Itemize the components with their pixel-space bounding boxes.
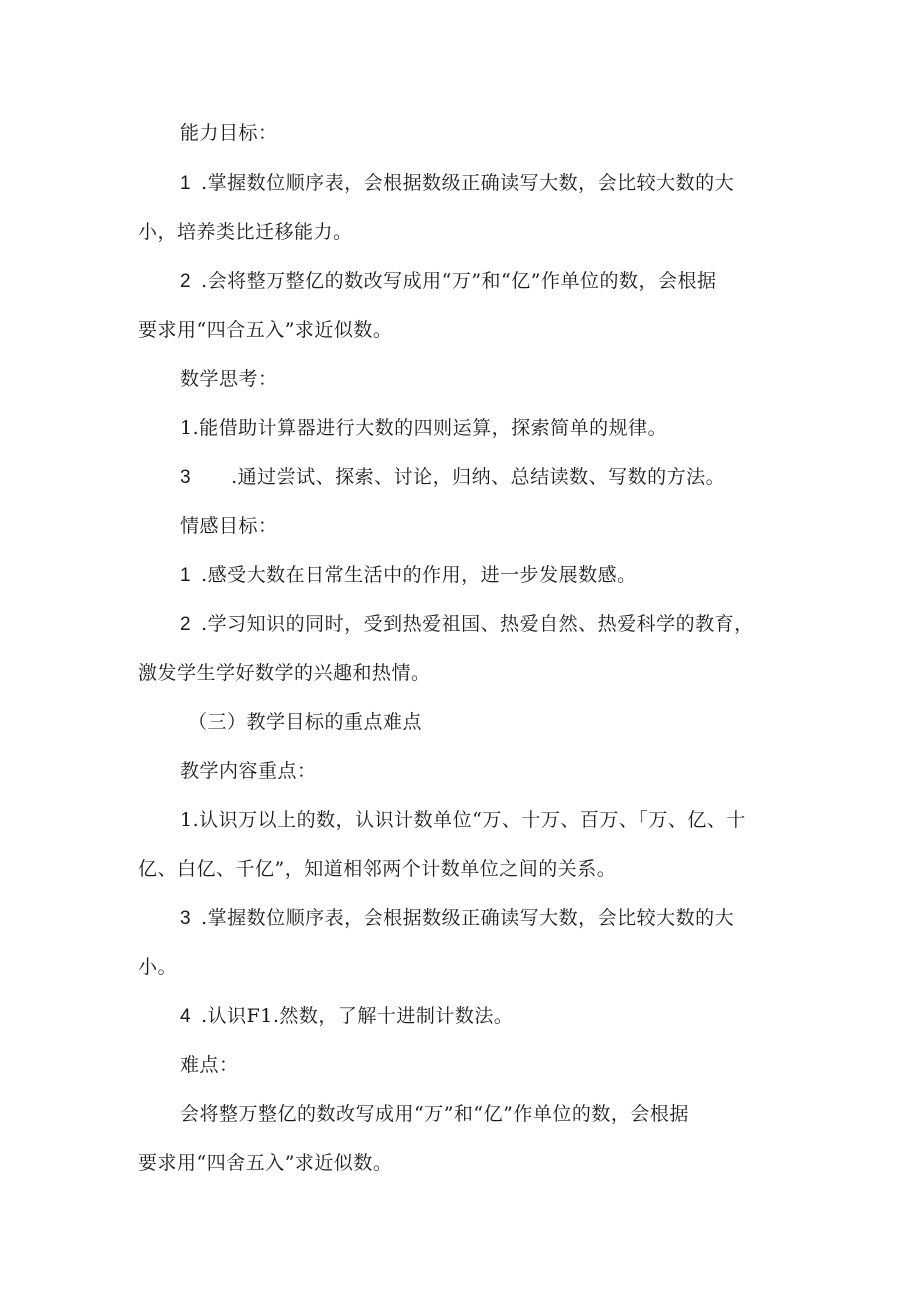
key-points-heading: 教学内容重点： — [180, 760, 317, 782]
ability-item-2-continued: 要求用“四合五入”求近似数。 — [138, 319, 393, 341]
key-item-4 — [180, 1004, 513, 1029]
list-number: 2 — [180, 614, 192, 635]
list-number: 3 — [180, 467, 192, 488]
key-item-1: 1.认识万以上的数，认识计数单位“万、十万、百万、「万、亿、十 — [180, 809, 746, 831]
list-number: 1 — [180, 173, 192, 194]
emotion-item-2 — [180, 612, 754, 637]
difficulty-text: 会将整万整亿的数改写成用“万”和“亿”作单位的数，会根据 — [180, 1103, 689, 1125]
list-number: 3 — [180, 908, 192, 929]
key-item-3 — [180, 906, 734, 931]
difficulty-heading: 难点： — [180, 1054, 239, 1076]
emotion-heading: 情感目标： — [180, 515, 278, 537]
thinking-item-3 — [180, 465, 725, 490]
emotion-item-2-continued: 激发学生学好数学的兴趣和热情。 — [138, 662, 431, 684]
thinking-item-1: 1.能借助计算器进行大数的四则运算，探索简单的规律。 — [180, 417, 668, 439]
list-text: .会将整万整亿的数改写成用“万”和“亿”作单位的数，会根据 — [201, 270, 717, 292]
list-text: .掌握数位顺序表，会根据数级正确读写大数，会比较大数的大 — [201, 907, 735, 929]
list-text: .感受大数在日常生活中的作用，进一步发展数感。 — [201, 564, 637, 586]
key-item-1-continued: 亿、白亿、千亿”，知道相邻两个计数单位之间的关系。 — [138, 858, 617, 880]
emotion-item-1 — [180, 563, 637, 588]
section-heading: （三）教学目标的重点难点 — [188, 711, 423, 733]
thinking-heading: 数学思考： — [180, 368, 278, 390]
difficulty-text-continued: 要求用“四舍五入”求近似数。 — [138, 1152, 393, 1174]
list-number: 4 — [180, 1006, 192, 1027]
ability-item-2 — [180, 269, 716, 294]
list-text: .通过尝试、探索、讨论，归纳、总结读数、写数的方法。 — [231, 466, 726, 488]
list-number: 1 — [180, 565, 192, 586]
list-text: .认识F1.然数，了解十进制计数法。 — [201, 1005, 514, 1027]
ability-item-1 — [180, 171, 734, 196]
list-text: .掌握数位顺序表，会根据数级正确读写大数，会比较大数的大 — [201, 172, 735, 194]
list-text: .学习知识的同时，受到热爱祖国、热爱自然、热爱科学的教育， — [201, 613, 754, 635]
ability-heading: 能力目标： — [180, 122, 278, 144]
list-number: 2 — [180, 271, 192, 292]
ability-item-1-continued: 小，培养类比迁移能力。 — [138, 221, 353, 243]
key-item-3-continued: 小。 — [138, 956, 178, 978]
